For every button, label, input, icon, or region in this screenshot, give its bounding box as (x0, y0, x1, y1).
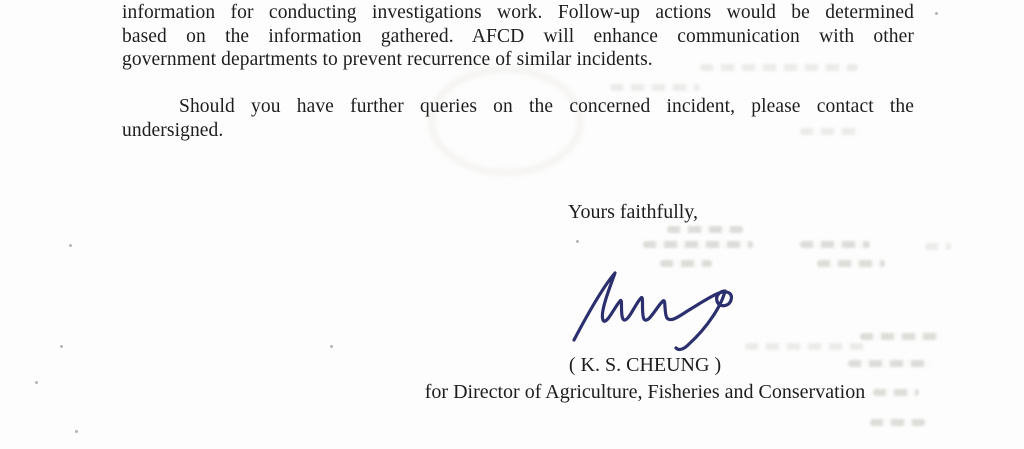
scan-speckle (35, 381, 38, 384)
paragraph-investigations (122, 1, 914, 72)
paragraph-line: government departments to prevent recurrence of similar incidents. (122, 49, 653, 71)
paragraph-line: based on the information gathered. AFCD will enhance communication with other (122, 25, 914, 47)
bleedthrough-artifact (800, 241, 870, 248)
bleedthrough-artifact (610, 84, 700, 91)
signatory-title: for Director of Agriculture, Fisheries and Conservation (424, 381, 866, 403)
scan-speckle (935, 12, 938, 15)
bleedthrough-artifact (667, 226, 743, 233)
scan-speckle (330, 345, 333, 348)
paragraph-contact-undersigned (122, 95, 914, 142)
scan-speckle (576, 240, 579, 243)
paragraph-line: information for conducting investigations work. Follow-up actions would be determined (122, 2, 914, 23)
signatory-name: ( K. S. CHEUNG ) (568, 354, 722, 376)
scan-speckle (69, 244, 72, 247)
bleedthrough-artifact (817, 260, 885, 267)
scan-speckle (75, 430, 78, 433)
closing-salutation: Yours faithfully, (568, 201, 699, 223)
scan-speckle (60, 345, 63, 348)
bleedthrough-artifact (925, 243, 951, 250)
bleedthrough-artifact (870, 419, 925, 426)
bleedthrough-artifact (643, 241, 753, 248)
paragraph-line: undersigned. (122, 119, 224, 141)
bleedthrough-artifact (860, 333, 942, 340)
handwritten-signature-icon (560, 264, 772, 358)
paragraph-line: Should you have further queries on the concerned incident, please contact the (179, 96, 914, 117)
